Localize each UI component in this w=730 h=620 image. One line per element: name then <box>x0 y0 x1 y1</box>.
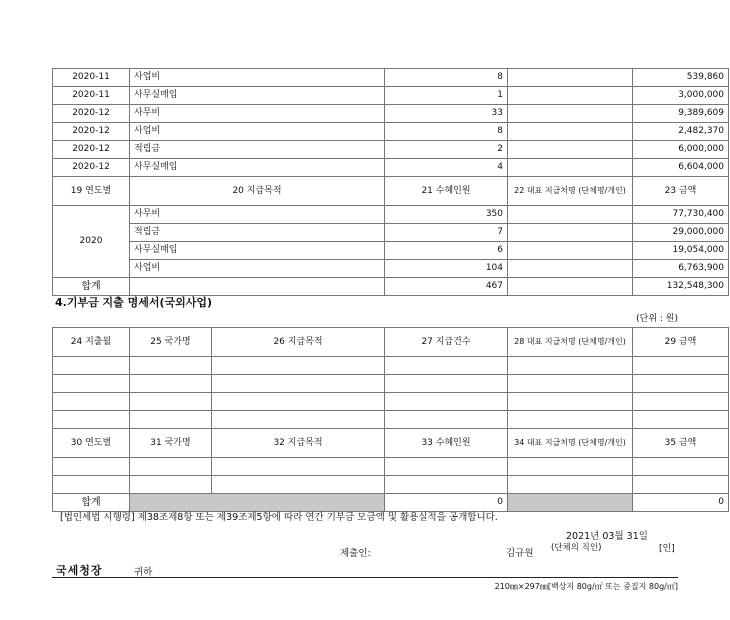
row-recipient <box>508 159 633 177</box>
row-purpose: 사무비 <box>130 206 385 224</box>
submission-date: 2021년 03월 31일 <box>566 531 648 542</box>
row-date: 2020-12 <box>53 159 130 177</box>
row-recipient <box>508 123 633 141</box>
row-date: 2020-12 <box>53 123 130 141</box>
total-count: 0 <box>385 494 508 512</box>
header-purpose: 26 지급목적 <box>212 328 385 357</box>
total-count: 467 <box>385 278 508 296</box>
annual-year: 2020 <box>53 206 130 278</box>
legal-notice: [법인세법 시행령] 제38조제8항 또는 제39조제5항에 따라 연간 기부금 모금액 및 활용실적을 공개합니다. <box>60 512 498 523</box>
header-recipient-name: 22 대표 지급처명 (단체명/개인) <box>508 177 633 206</box>
row-recipient <box>508 141 633 159</box>
row-purpose: 적립금 <box>130 224 385 242</box>
table-row <box>53 357 729 375</box>
row-count: 1 <box>385 87 508 105</box>
header-country: 31 국가명 <box>130 429 212 458</box>
row-amount: 6,763,900 <box>633 260 729 278</box>
row-count: 7 <box>385 224 508 242</box>
table-row <box>53 123 729 141</box>
recipient-suffix: 귀하 <box>134 567 153 578</box>
row-count: 8 <box>385 69 508 87</box>
row-date: 2020-11 <box>53 87 130 105</box>
row-purpose: 사무비 <box>130 105 385 123</box>
row-count: 33 <box>385 105 508 123</box>
row-count: 4 <box>385 159 508 177</box>
row-recipient <box>508 206 633 224</box>
table-row <box>53 375 729 393</box>
overseas-expenditure-table <box>52 327 729 512</box>
overseas-annual-header-row <box>53 429 729 458</box>
row-count: 2 <box>385 141 508 159</box>
row-date: 2020-12 <box>53 105 130 123</box>
row-amount: 6,000,000 <box>633 141 729 159</box>
row-recipient <box>508 105 633 123</box>
seal-note: (단체의 직인) <box>551 543 602 553</box>
seal-mark: [인] <box>659 544 675 554</box>
unit-label: (단위 : 원) <box>636 314 678 324</box>
header-count: 27 지급건수 <box>385 328 508 357</box>
table-row <box>53 242 729 260</box>
row-date: 2020-11 <box>53 69 130 87</box>
row-purpose: 사업비 <box>130 260 385 278</box>
header-country: 25 국가명 <box>130 328 212 357</box>
table-row <box>53 458 729 476</box>
header-year: 30 연도별 <box>53 429 130 458</box>
header-recipient-name: 28 대표 지급처명 (단체명/개인) <box>508 328 633 357</box>
row-amount: 3,000,000 <box>633 87 729 105</box>
row-count: 8 <box>385 123 508 141</box>
total-amount: 0 <box>633 494 729 512</box>
row-purpose: 사무실매입 <box>130 159 385 177</box>
row-recipient <box>508 87 633 105</box>
total-label: 합계 <box>53 278 130 296</box>
row-purpose: 사무실매입 <box>130 242 385 260</box>
recipient-office: 국세청장 <box>56 564 103 577</box>
table-row <box>53 476 729 494</box>
table-row <box>53 411 729 429</box>
row-amount: 539,860 <box>633 69 729 87</box>
header-amount: 23 금액 <box>633 177 729 206</box>
header-amount: 29 금액 <box>633 328 729 357</box>
row-purpose: 적립금 <box>130 141 385 159</box>
row-date: 2020-12 <box>53 141 130 159</box>
header-recipient-name: 34 대표 지급처명 (단체명/개인) <box>508 429 633 458</box>
row-purpose: 사업비 <box>130 69 385 87</box>
row-amount: 19,054,000 <box>633 242 729 260</box>
header-amount: 35 금액 <box>633 429 729 458</box>
total-amount: 132,548,300 <box>633 278 729 296</box>
total-name-cell <box>508 278 633 296</box>
row-amount: 6,604,000 <box>633 159 729 177</box>
table-row <box>53 87 729 105</box>
header-month: 24 지출월 <box>53 328 130 357</box>
annual-header-row <box>53 177 729 206</box>
table-row <box>53 141 729 159</box>
table-row <box>53 159 729 177</box>
row-recipient <box>508 260 633 278</box>
header-purpose: 20 지급목적 <box>130 177 385 206</box>
section-4-title: 4.기부금 지출 명세서(국외사업) <box>55 296 213 309</box>
submitter-label: 제출인: <box>340 548 371 559</box>
row-amount: 77,730,400 <box>633 206 729 224</box>
table-row <box>53 393 729 411</box>
row-count: 6 <box>385 242 508 260</box>
paper-spec: 210㎜×297㎜[백상지 80g/㎡ 또는 중질지 80g/㎡] <box>494 582 678 591</box>
overseas-header-row <box>53 328 729 357</box>
header-beneficiaries: 33 수혜인원 <box>385 429 508 458</box>
table-row <box>53 206 729 224</box>
annual-total-row <box>53 278 729 296</box>
footer-divider <box>52 577 678 578</box>
row-amount: 29,000,000 <box>633 224 729 242</box>
total-label: 합계 <box>53 494 130 512</box>
total-purpose-cell <box>130 278 385 296</box>
header-year: 19 연도별 <box>53 177 130 206</box>
row-purpose: 사업비 <box>130 123 385 141</box>
submitter-name: 김규원 <box>506 548 534 559</box>
total-name-cell <box>508 494 633 512</box>
table-row <box>53 69 729 87</box>
row-amount: 9,389,609 <box>633 105 729 123</box>
row-recipient <box>508 69 633 87</box>
row-count: 104 <box>385 260 508 278</box>
row-recipient <box>508 242 633 260</box>
row-amount: 2,482,370 <box>633 123 729 141</box>
row-recipient <box>508 224 633 242</box>
table-row <box>53 224 729 242</box>
table-row <box>53 260 729 278</box>
row-purpose: 사무실매입 <box>130 87 385 105</box>
header-purpose: 32 지급목적 <box>212 429 385 458</box>
row-count: 350 <box>385 206 508 224</box>
table-row <box>53 105 729 123</box>
donation-usage-table <box>52 68 729 296</box>
header-beneficiaries: 21 수혜인원 <box>385 177 508 206</box>
